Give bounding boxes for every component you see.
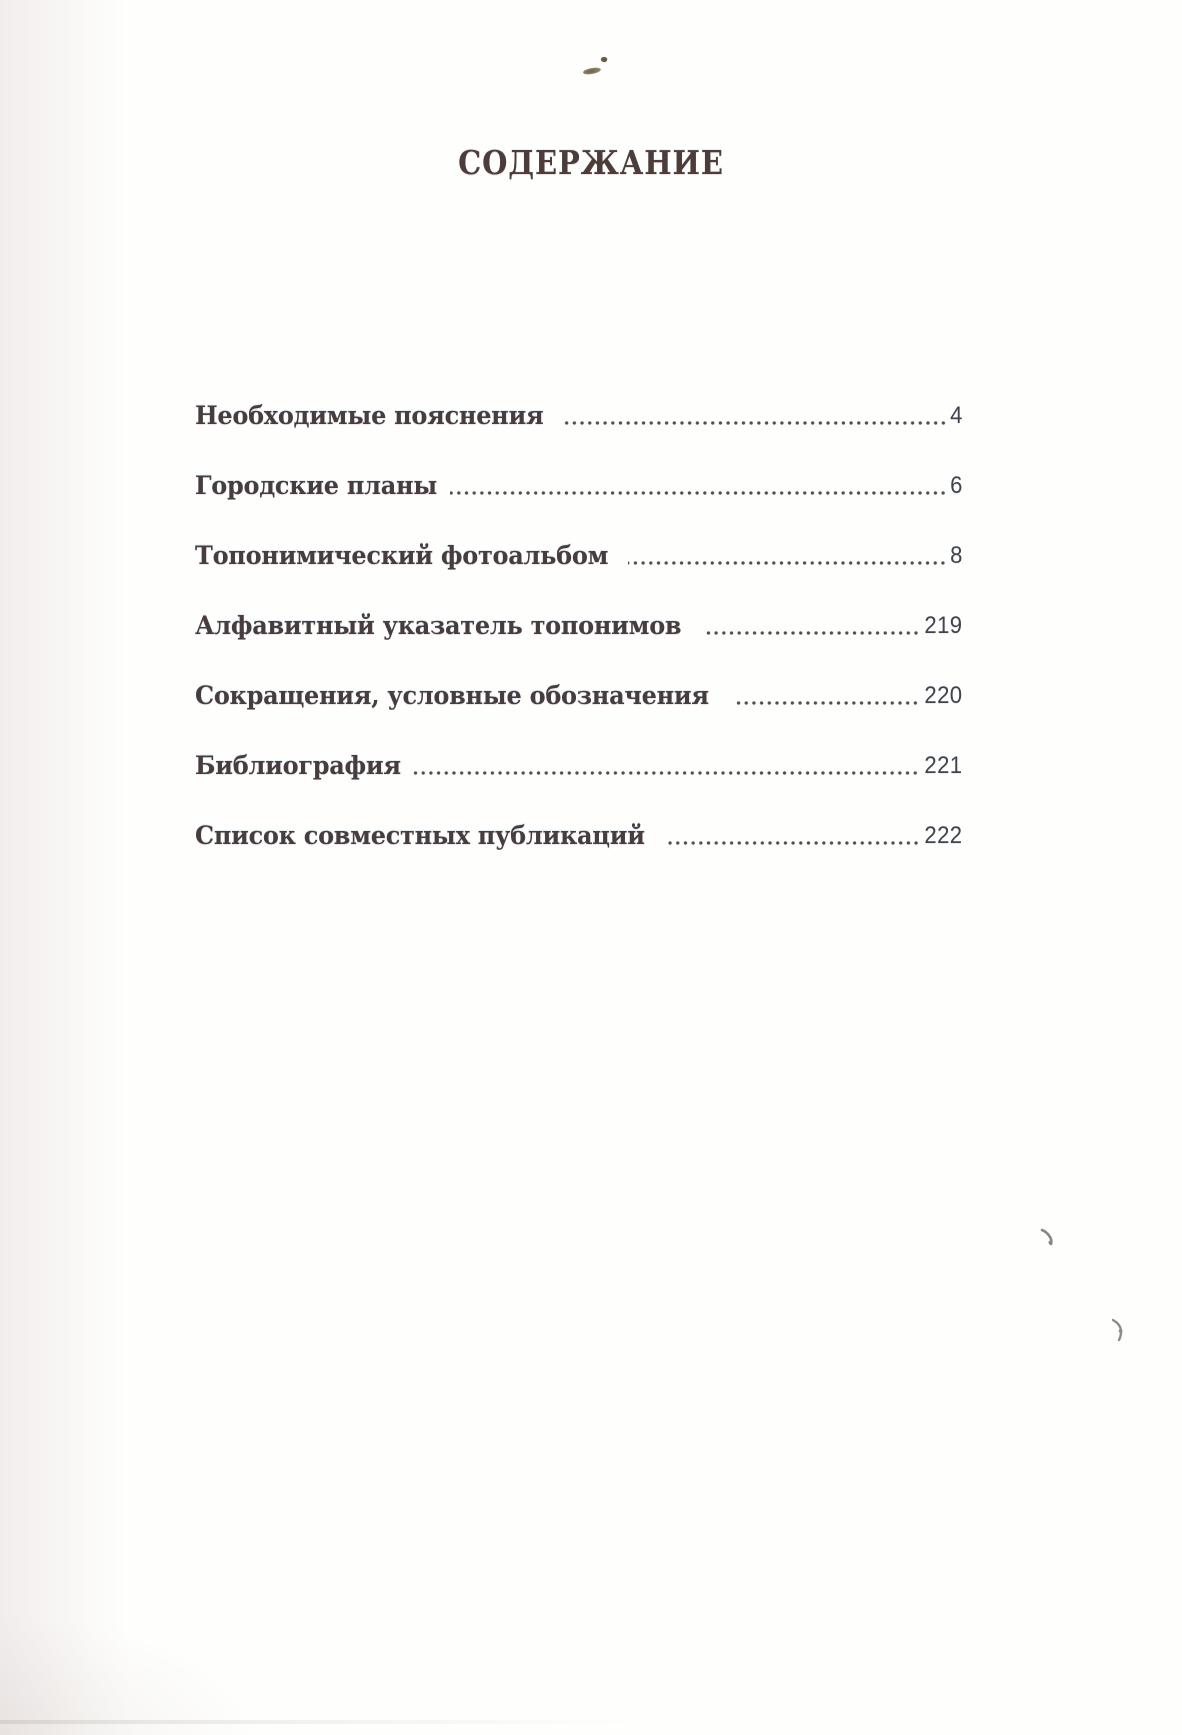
toc-dot-leader [628, 561, 947, 565]
toc-entry-label: Сокращения, условные обозначения [195, 681, 709, 710]
page-title [0, 142, 1182, 184]
toc-entry-page-number: 219 [924, 612, 963, 639]
ink-mark-dot [600, 56, 607, 63]
toc-entry-label: Библиография [195, 751, 401, 780]
ink-mark-dash [583, 66, 602, 75]
toc-dot-leader [561, 421, 947, 425]
toc-entry [195, 468, 963, 502]
table-of-contents [195, 398, 963, 888]
toc-entry-label: Необходимые пояснения [195, 401, 544, 430]
toc-entry-label: Список совместных публикаций [195, 821, 645, 850]
page-title-text: СОДЕРЖАНИЕ [458, 143, 724, 182]
toc-entry-page-number: 6 [950, 472, 963, 499]
toc-dot-leader [667, 841, 920, 845]
toc-dot-leader [705, 631, 920, 635]
toc-entry [195, 538, 963, 572]
toc-entry [195, 748, 963, 782]
toc-entry-label: Алфавитный указатель топонимов [195, 611, 682, 640]
toc-dot-leader [450, 491, 947, 495]
ink-mark-hook [1110, 1318, 1132, 1344]
toc-dot-leader [412, 771, 919, 775]
toc-entry-page-number: 220 [924, 682, 963, 709]
toc-entry-label: Городские планы [195, 471, 438, 500]
toc-entry-page-number: 221 [924, 752, 963, 779]
toc-entry [195, 678, 963, 712]
toc-entry [195, 608, 963, 642]
toc-entry [195, 398, 963, 432]
toc-entry-page-number: 222 [924, 822, 963, 849]
toc-entry [195, 818, 963, 852]
page-corner-shading [0, 1615, 260, 1735]
ink-mark-comma [1040, 1228, 1056, 1248]
toc-entry-page-number: 4 [950, 402, 963, 429]
toc-entry-label: Топонимический фотоальбом [195, 541, 609, 570]
page-bottom-edge-shadow [0, 1720, 640, 1724]
toc-entry-page-number: 8 [950, 542, 963, 569]
toc-dot-leader [733, 701, 919, 705]
